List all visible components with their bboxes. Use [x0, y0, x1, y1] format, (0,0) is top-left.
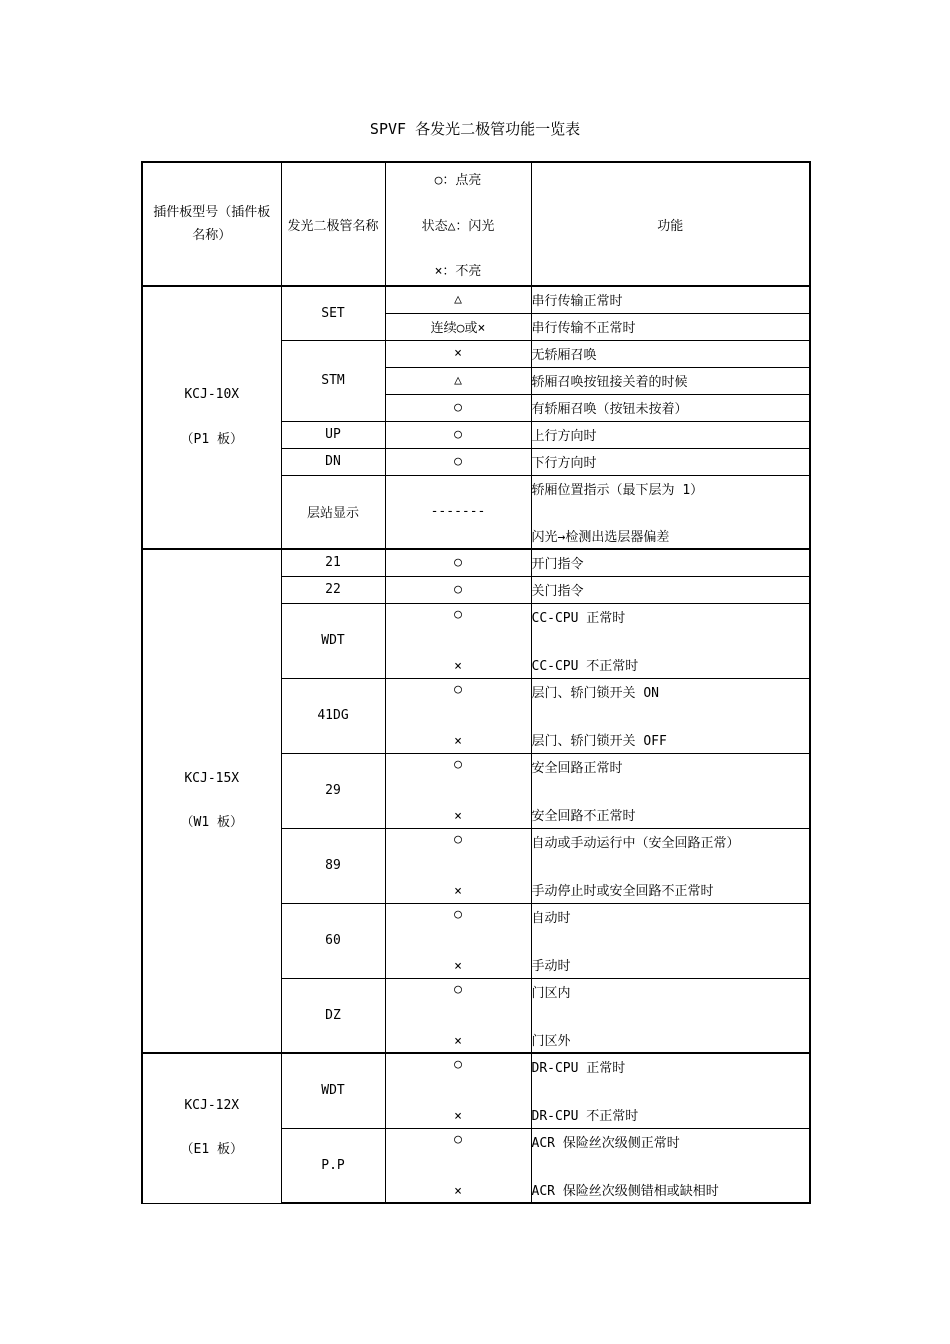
- led-22: 22: [281, 576, 385, 603]
- function-cell: 无轿厢召唤: [531, 340, 810, 367]
- state-cell: ○: [385, 394, 531, 421]
- state-cell: ○ ×: [385, 903, 531, 978]
- state-cell: ×: [385, 340, 531, 367]
- state-cell: ○: [385, 549, 531, 576]
- function-cell: 轿厢位置指示（最下层为 1） 闪光→检测出选层器偏差: [531, 475, 810, 549]
- led-wdt-e1: WDT: [281, 1053, 385, 1128]
- function-cell: 自动时 手动时: [531, 903, 810, 978]
- state-cell: ○: [385, 421, 531, 448]
- state-cell: ○ ×: [385, 828, 531, 903]
- led-dz: DZ: [281, 978, 385, 1053]
- function-cell: 关门指令: [531, 576, 810, 603]
- state-cell: ○: [385, 576, 531, 603]
- header-board-model: 插件板型号（插件板名称）: [142, 162, 281, 286]
- state-cell: ○: [385, 448, 531, 475]
- table-row: [142, 1053, 810, 1128]
- function-cell: DR-CPU 正常时 DR-CPU 不正常时: [531, 1053, 810, 1128]
- led-41dg: 41DG: [281, 678, 385, 753]
- state-cell: ○ ×: [385, 1053, 531, 1128]
- function-cell: 自动或手动运行中（安全回路正常） 手动停止时或安全回路不正常时: [531, 828, 810, 903]
- board-kcj-15x: KCJ-15X （W1 板）: [142, 549, 281, 1053]
- board-kcj-10x: KCJ-10X （P1 板）: [142, 286, 281, 549]
- function-cell: 上行方向时: [531, 421, 810, 448]
- board-kcj-12x: KCJ-12X （E1 板）: [142, 1053, 281, 1203]
- led-pp: P.P: [281, 1128, 385, 1203]
- led-function-table: [141, 161, 811, 1204]
- state-cell: ○ ×: [385, 1128, 531, 1203]
- function-cell: 有轿厢召唤（按钮未按着）: [531, 394, 810, 421]
- led-set: SET: [281, 286, 385, 340]
- function-cell: 串行传输正常时: [531, 286, 810, 313]
- function-cell: 安全回路正常时 安全回路不正常时: [531, 753, 810, 828]
- table-header-row: [142, 162, 810, 286]
- state-cell: △: [385, 286, 531, 313]
- state-cell: ○ ×: [385, 978, 531, 1053]
- function-cell: ACR 保险丝次级侧正常时 ACR 保险丝次级侧错相或缺相时: [531, 1128, 810, 1203]
- function-cell: CC-CPU 正常时 CC-CPU 不正常时: [531, 603, 810, 678]
- function-cell: 层门、轿门锁开关 ON 层门、轿门锁开关 OFF: [531, 678, 810, 753]
- page-title: SPVF 各发光二极管功能一览表: [369, 120, 581, 138]
- header-state: ○：点亮 状态△：闪光 ×：不亮: [385, 162, 531, 286]
- led-floor-display: 层站显示: [281, 475, 385, 549]
- table-row: [142, 549, 810, 576]
- state-cell: -------: [385, 475, 531, 549]
- led-dn: DN: [281, 448, 385, 475]
- state-cell: ○ ×: [385, 753, 531, 828]
- led-89: 89: [281, 828, 385, 903]
- function-cell: 轿厢召唤按钮接关着的时候: [531, 367, 810, 394]
- led-wdt: WDT: [281, 603, 385, 678]
- led-up: UP: [281, 421, 385, 448]
- header-led-name: 发光二极管名称: [281, 162, 385, 286]
- state-cell: △: [385, 367, 531, 394]
- function-cell: 开门指令: [531, 549, 810, 576]
- state-cell: ○ ×: [385, 678, 531, 753]
- table-row: [142, 286, 810, 313]
- function-cell: 门区内 门区外: [531, 978, 810, 1053]
- led-21: 21: [281, 549, 385, 576]
- header-function: 功能: [531, 162, 810, 286]
- led-29: 29: [281, 753, 385, 828]
- led-stm: STM: [281, 340, 385, 421]
- state-cell: ○ ×: [385, 603, 531, 678]
- function-cell: 下行方向时: [531, 448, 810, 475]
- state-cell: 连续○或×: [385, 313, 531, 340]
- led-60: 60: [281, 903, 385, 978]
- function-cell: 串行传输不正常时: [531, 313, 810, 340]
